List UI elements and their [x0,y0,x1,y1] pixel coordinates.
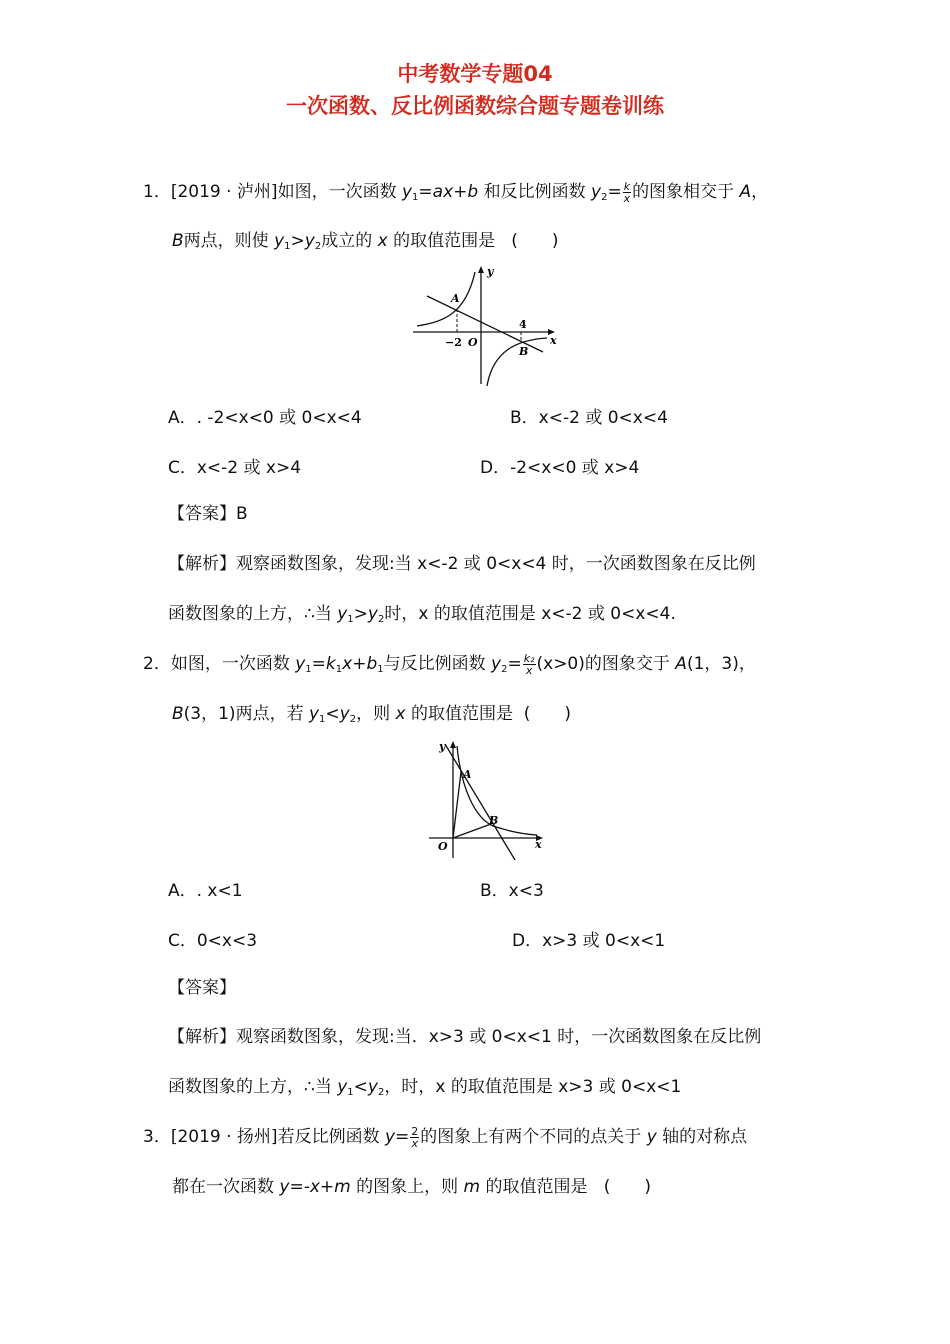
fig1-label-neg2: −2 [445,336,462,349]
q3-fraction [410,1126,419,1149]
analysis-sub: 1 [347,1087,354,1098]
q1-source: [2019 · 泸州] [170,182,278,202]
q2-answer-blank: ( ) [523,704,572,724]
q2-text: (x>0)的图象交于 [536,654,670,674]
q1-point-a: A [739,182,752,202]
fig1-label-b: B [519,345,529,358]
q2-option-c[interactable]: C．0<x<3 [168,931,258,951]
q3-number: 3． [143,1127,171,1147]
analysis-y1: y [337,604,348,624]
q3-y-axis: y [646,1127,657,1147]
q2-option-d[interactable]: D．x>3 或 0<x<1 [512,931,666,951]
fraction-numerator: k [623,179,631,193]
q2-sub: 1 [305,664,312,675]
q2-eq: =k [311,654,336,674]
answer-value: B [236,504,248,524]
q3-text: 的图象上，则 [356,1177,459,1197]
q1-answer [168,502,248,526]
analysis-y1: y [337,1077,348,1097]
q2-text: (1，3)， [686,654,756,674]
q2-option-b[interactable]: B．x<3 [480,881,544,901]
q3-text: 轴的对称点 [662,1127,748,1147]
analysis-text: 观察函数图象，发现:当 x<-2 或 0<x<4 时，一次函数图象在反比例 [236,554,756,574]
q1-answer-blank: ( ) [511,231,559,251]
fig2-label-x: x [535,838,542,851]
q1-analysis-line1 [168,552,756,576]
fig2-label-b: B [489,814,499,827]
analysis-sub: 1 [347,614,354,625]
fraction-denominator: x [411,1136,419,1150]
analysis-y2: y [367,604,378,624]
q3-eq: y=-x+m [279,1177,351,1197]
fraction-numerator: k₂ [523,651,535,665]
fraction-numerator: 2 [411,1124,419,1138]
q1-fraction [623,181,631,204]
q1-line1 [143,180,768,210]
analysis-sub: 2 [377,614,385,625]
q1-y1: y [401,182,413,202]
q2-x: x [395,704,406,724]
analysis-label: 【解析】 [168,1027,236,1047]
analysis-y2: y [367,1077,378,1097]
q3-line2 [172,1175,651,1199]
q1-sub: 2 [601,192,608,203]
q1-text: 的图象相交于 [632,182,735,202]
fig1-label-a: A [451,292,460,305]
q1-comma: ， [751,182,769,202]
q1-text: 成立的 [321,231,373,251]
analysis-text: 观察函数图象，发现:当．x>3 或 0<x<1 时，一次函数图象在反比例 [236,1027,762,1047]
analysis-lt: < [353,1077,368,1097]
q1-option-c[interactable]: C．x<-2 或 x>4 [168,458,302,478]
analysis-text: 函数图象的上方，∴当 [168,604,332,624]
q1-eq: =ax+b [418,182,479,202]
q2-eq: = [507,654,522,674]
q2-sub: 2 [501,664,508,675]
fig2-label-a: A [463,768,472,781]
q2-line1 [143,652,756,682]
q1-number: 1． [143,182,171,202]
q2-lt: < [325,704,340,724]
q1-sub: 2 [314,241,322,252]
q3-m: m [463,1177,481,1197]
q1-figure [405,262,565,388]
q3-eq: = [395,1127,410,1147]
analysis-text: 时，x 的取值范围是 x<-2 或 0<x<4. [384,604,676,624]
q1-point-b: B [172,231,184,251]
q1-cond-y1: y [274,231,285,251]
q2-text: 如图，一次函数 [170,654,290,674]
q2-sub: 1 [319,714,326,725]
q1-sub: 1 [284,241,291,252]
q2-text: (3，1)两点，若 [183,704,304,724]
q2-y1: y [295,654,306,674]
q2-fraction [523,653,536,676]
q1-text: 和反比例函数 [483,182,586,202]
doc-subtitle: 一次函数、反比例函数综合题专题卷训练 [286,94,664,118]
q2-cond-y1: y [308,704,320,724]
q1-gt: > [290,231,305,251]
q2-y2: y [491,654,502,674]
answer-label: 【答案】 [168,978,236,998]
q3-text: 的图象上有两个不同的点关于 [420,1127,642,1147]
q1-option-a[interactable]: A．. -2<x<0 或 0<x<4 [168,408,362,428]
q2-text: 的取值范围是 [410,704,513,724]
q3-answer-blank: ( ) [603,1177,651,1197]
q1-text: 如图，一次函数 [277,182,397,202]
q2-eq: x+b [342,654,378,674]
analysis-text: 函数图象的上方，∴当 [168,1077,332,1097]
q1-analysis-line2 [168,602,676,632]
q2-text: 与反比例函数 [383,654,486,674]
q1-text: 的取值范围是 [393,231,496,251]
answer-label: 【答案】 [168,504,236,524]
q1-sub: 1 [412,192,419,203]
fig2-label-y: y [439,740,446,753]
fig2-label-origin: O [438,840,448,853]
q2-text: ，则 [356,704,391,724]
q2-sub: 1 [377,664,384,675]
q1-option-d[interactable]: D．-2<x<0 或 x>4 [480,458,640,478]
fig1-label-y: y [487,265,494,278]
q3-source: [2019 · 扬州] [170,1127,278,1147]
q2-analysis-line1 [168,1025,761,1049]
q3-text: 都在一次函数 [172,1177,274,1197]
analysis-sub: 2 [377,1087,385,1098]
analysis-gt: > [353,604,368,624]
fig1-label-4: 4 [519,318,527,331]
q2-number: 2． [143,654,171,674]
q2-point-a: A [675,654,687,674]
q2-answer [168,976,236,1000]
q2-option-a[interactable]: A．. x<1 [168,881,243,901]
q1-line2 [172,229,559,259]
fraction-denominator: x [525,663,533,677]
q1-y2: y [591,182,602,202]
q2-line2 [172,702,571,732]
q3-line1 [143,1125,747,1149]
fraction-denominator: x [623,191,631,205]
q2-figure [425,738,550,860]
fig1-label-origin: O [468,336,478,349]
q2-sub: 1 [335,664,343,675]
q1-text: 两点，则使 [183,231,269,251]
q1-x: x [377,231,388,251]
q2-analysis-line2 [168,1075,681,1105]
q3-y: y [384,1127,396,1147]
analysis-label: 【解析】 [168,554,236,574]
doc-title: 中考数学专题04 [397,62,553,86]
q2-point-b: B [172,704,184,724]
q1-option-b[interactable]: B．x<-2 或 0<x<4 [510,408,668,428]
q1-cond-y2: y [304,231,315,251]
fig1-label-x: x [550,334,557,347]
q2-sub: 2 [349,714,357,725]
analysis-text: ，时，x 的取值范围是 x>3 或 0<x<1 [384,1077,682,1097]
q3-text: 若反比例函数 [277,1127,380,1147]
q3-text: 的取值范围是 [485,1177,588,1197]
q2-cond-y2: y [339,704,350,724]
q1-eq: = [607,182,622,202]
